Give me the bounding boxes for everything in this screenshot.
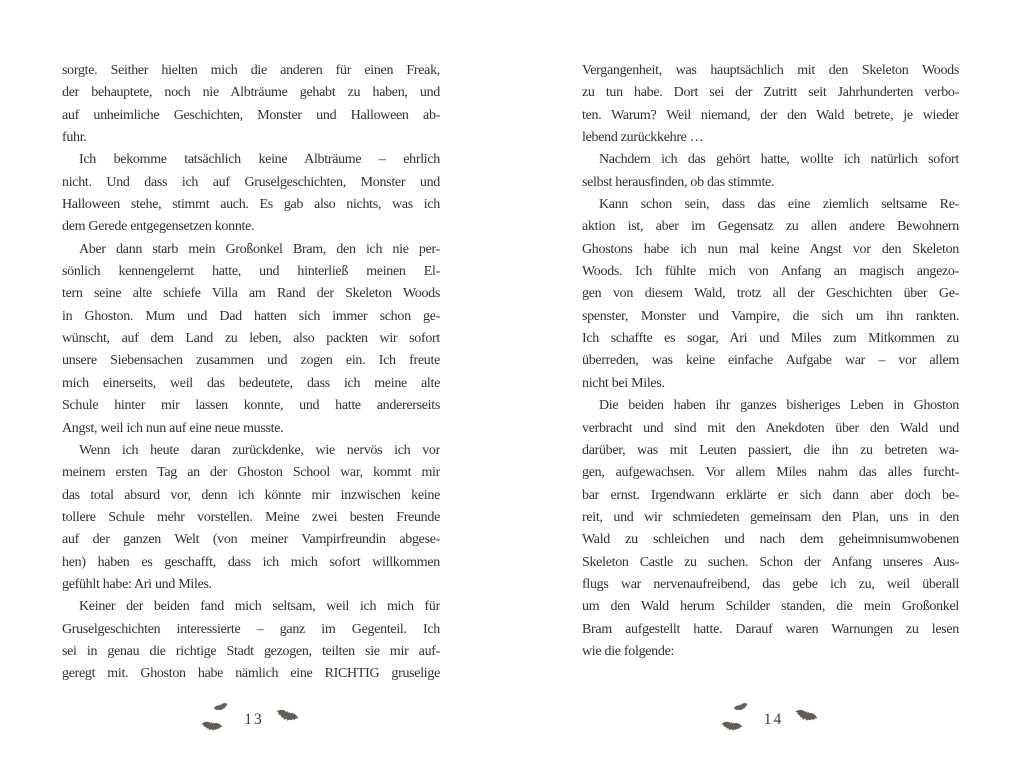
text-line: Wenn ich heute daran zurückdenke, wie nervös ich vor <box>79 442 440 458</box>
text-line: sei in genau die richtige Stadt gezogen, teilten sie mir auf- <box>62 643 440 659</box>
text-line: nicht bei Miles. <box>582 375 665 391</box>
text-line: unsere Siebensachen zusammen und zogen ein. Ich freute <box>62 353 440 369</box>
bat-icon <box>273 708 299 728</box>
text-line: Woods. Ich fühlte mich von Anfang an magisch angezo- <box>582 264 959 280</box>
text-line: Schule hinter mir lassen konnte, und hatte andererseits <box>62 398 440 414</box>
bat-icon <box>793 708 819 728</box>
text-line: geregt mit. Ghoston habe nämlich eine RICHTIG gruselige <box>62 666 440 682</box>
book-page-right <box>582 60 959 760</box>
page-number: 14 <box>763 711 784 728</box>
text-line: mich einerseits, weil das bedeutete, dass ich meine alte <box>62 375 440 391</box>
text-line: Keiner der beiden fand mich seltsam, weil ich mich für <box>79 599 440 615</box>
text-line: Gruselgeschichten interessierte – ganz im Gegenteil. Ich <box>62 621 440 637</box>
text-line: nicht. Und dass ich auf Gruselgeschichten, Monster und <box>62 174 440 190</box>
text-line: selbst herausfinden, ob das stimmte. <box>582 174 775 190</box>
text-line: aktion ist, aber im Gegensatz zu allen andere Bewohnern <box>582 219 959 235</box>
bat-decoration-right <box>273 704 301 736</box>
text-line: Wald zu schleichen und nach dem geheimnisumwobenen <box>582 532 959 548</box>
page-text <box>62 60 440 686</box>
bat-icon <box>733 702 750 716</box>
bat-decoration-right <box>792 704 820 736</box>
text-line: der behauptete, noch nie Albträume gehabt zu haben, und <box>62 85 440 101</box>
text-line: gen von diesem Wald, trotz all der Geschichten über Ge- <box>582 286 959 302</box>
text-line: Nachdem ich das gehört hatte, wollte ich natürlich sofort <box>599 152 959 168</box>
text-line: Ich schaffte es sogar, Ari und Miles zum Mitkommen zu <box>582 331 959 347</box>
book-page-left <box>62 60 440 760</box>
text-line: flugs war nervenaufreibend, das gebe ich zu, weil überall <box>582 576 959 592</box>
text-line: lebend zurückkehre … <box>582 130 704 146</box>
text-line: spenster, Monster und Vampire, die sich um ihn rankten. <box>582 308 959 324</box>
text-line: verbracht und sind mit den Anekdoten über den Wald und <box>582 420 959 436</box>
text-line: um den Wald herum Schilder standen, die mein Großonkel <box>582 599 959 615</box>
bat-decoration-left <box>721 702 755 738</box>
text-line: gen, aufgewachsen. Vor allem Miles nahm das alles furcht- <box>582 465 959 481</box>
text-line: dem Gerede entgegensetzen konnte. <box>62 219 255 235</box>
text-line: Aber dann starb mein Großonkel Bram, den ich nie per- <box>79 241 440 257</box>
text-line: Angst, weil ich nun auf eine neue musste. <box>62 420 284 436</box>
text-line: reit, und wir schmiedeten gemeinsam den Plan, uns in den <box>582 509 959 525</box>
bat-icon <box>200 721 223 736</box>
text-line: meinem ersten Tag an der Ghoston School war, kommt mir <box>62 465 440 481</box>
bat-icon <box>213 702 230 716</box>
text-line: Vergangenheit, was hauptsächlich mit den Skeleton Woods <box>582 63 959 78</box>
text-line: tern seine alte schiefe Villa am Rand der Skeleton Woods <box>62 286 440 302</box>
text-line: Halloween stehe, stimmt auch. Es gab also nichts, was ich <box>62 197 440 213</box>
text-line: wie die folgende: <box>582 643 675 659</box>
text-line: überreden, was keine einfache Aufgabe war – vor allem <box>582 353 959 369</box>
text-line: fuhr. <box>62 130 87 146</box>
text-line: wünscht, auf dem Land zu leben, also packten wir sofort <box>62 331 440 347</box>
text-line: Die beiden haben ihr ganzes bisheriges Leben in Ghoston <box>599 398 959 414</box>
bat-icon <box>720 721 743 736</box>
text-line: bar ernst. Irgendwann erklärte er sich dann aber doch be- <box>582 487 959 503</box>
text-line: auf der ganzen Welt (von meiner Vampirfreundin abgese- <box>62 532 440 548</box>
text-line: auf unheimliche Geschichten, Monster und Halloween ab- <box>62 107 440 123</box>
text-line: Ich bekomme tatsächlich keine Albträume – ehrlich <box>79 152 440 168</box>
text-line: zu tun habe. Dort sei der Zutritt seit Jahrhunderten verbo- <box>582 85 959 101</box>
text-line: gefühlt habe: Ari und Miles. <box>62 576 212 592</box>
text-line: Skeleton Castle zu suchen. Schon der Anfang unseres Aus- <box>582 554 959 570</box>
text-line: sönlich kennengelernt hatte, und hinterließ meinen El- <box>62 264 440 280</box>
text-line: darüber, was mit Leuten passiert, die ihn zu betreten wa- <box>582 442 959 458</box>
text-line: in Ghoston. Mum und Dad hatten sich immer schon ge- <box>62 308 440 324</box>
page-text <box>582 60 959 663</box>
text-line: Kann schon sein, dass das eine ziemlich seltsame Re- <box>599 197 959 213</box>
text-line: ten. Warum? Weil niemand, der den Wald betrete, je wieder <box>582 107 959 123</box>
text-line: sorgte. Seither hielten mich die anderen für einen Freak, <box>62 63 440 78</box>
text-line: tollere Schule mehr vorstellen. Meine zwei besten Freunde <box>62 509 440 525</box>
text-line: Ghostons habe ich nun mal keine Angst vor den Skeleton <box>582 241 959 257</box>
page-footer <box>582 698 959 742</box>
text-line: Bram aufgestellt hatte. Darauf waren Warnungen zu lesen <box>582 621 959 637</box>
bat-decoration-left <box>201 702 235 738</box>
page-number: 13 <box>244 711 264 728</box>
text-line: das total absurd vor, denn ich könnte mir inzwischen keine <box>62 487 440 503</box>
text-line: hen) haben es geschafft, dass ich mich sofort willkommen <box>62 554 440 570</box>
page-footer <box>62 698 440 742</box>
